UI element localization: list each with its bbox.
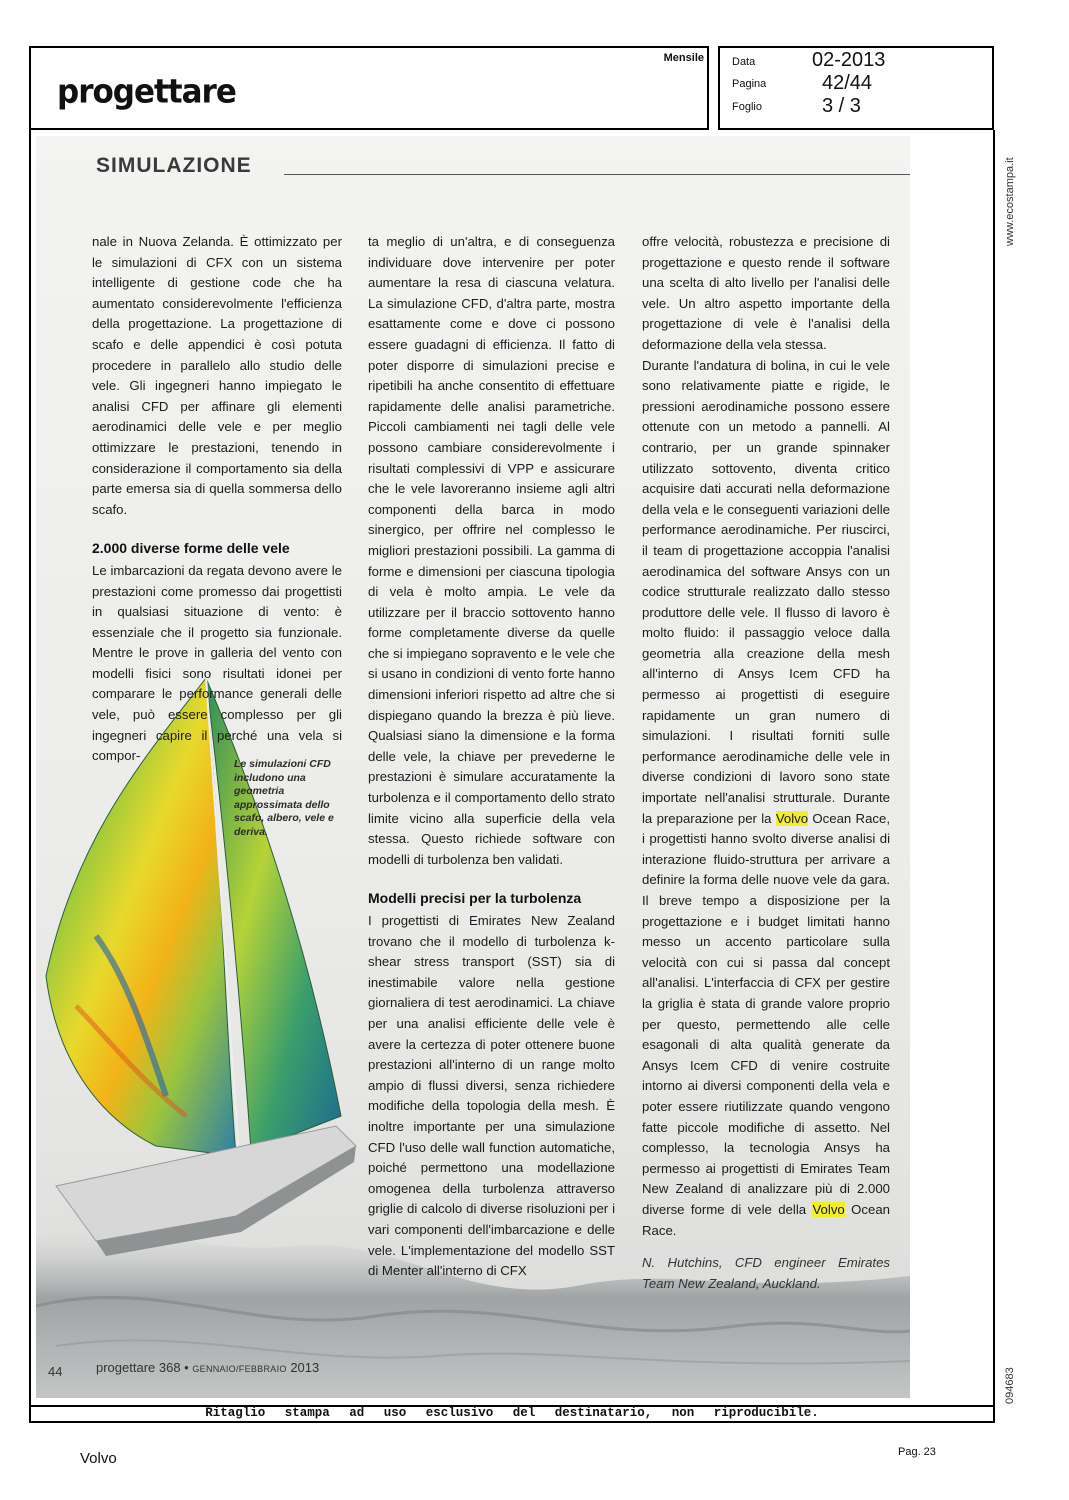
- issue-year: 2013: [290, 1360, 320, 1375]
- text-span: Durante l'andatura di bolina, in cui le vele sono relativamente piatte e rigide, le pressioni aerodinamiche possono essere ottenute con un metodo a pannelli. Al contrario, per un grande spinnaker utilizzato sottovento, diventa critico acquisire dati accurati nella deformazione della vela e le conseguenti variazioni delle performance aerodinamiche. Per riuscirci, il team di progettazione accoppia l'analisi aerodinamica del software Ansys con un codice strutturale realizzato dallo stesso produttore delle vele. Il flusso di lavoro è molto fluido: il passaggio veloce dalla geometria alla creazione della mesh all'interno di Ansys Icem CFD ha permesso ai progettisti di eseguire rapidamente un gran numero di simulazioni. I risultati forniti sulle performance aerodinamiche delle vele in diverse condizioni di lavoro sono state importate nell'analisi strutturale. Durante la preparazione per la: [642, 357, 890, 826]
- highlighted-keyword: Volvo: [812, 1201, 845, 1217]
- clipping-code-vertical: 094683: [1004, 1367, 1016, 1404]
- article-column-2: [368, 232, 615, 1282]
- article-column-1: [92, 232, 342, 767]
- website-vertical: www.ecostampa.it: [1004, 157, 1016, 246]
- paragraph: [642, 356, 890, 1242]
- disclaimer-text: Ritaglio stampa ad uso esclusivo del destinatario, non riproducibile.: [205, 1406, 819, 1420]
- paragraph: ta meglio di un'altra, e di conseguenza individuare dove intervenire per poter aumentare la resa di ciascuna velatura. La simulazione CFD, d'altra parte, mostra esattamente come e dove ci possono essere guadagni di efficienza. Il fatto di poter disporre di simulazioni precise e ripetibili ha anche consentito di effettuare rapidamente delle analisi parametriche. Piccoli cambiamenti nei tagli delle vele possono cambiare considerevolmente i risultati complessivi di VPP e assicurare che le vele lavoreranno insieme agli altri componenti della barca in modo sinergico, per offrire nel complesso le migliori prestazioni possibili. La gamma di forme e dimensioni per ciascuna tipologia di vela è molto ampia. Le vele da utilizzare per il braccio sottovento hanno forme completamente diverse da quelle che si impiegano sopravento e le vele che si usano in condizioni di vento forte hanno dimensioni inferiori rispetto ad altre che si dispiegano quando la brezza è più lieve. Qualsiasi siano la dimensione e la forma delle vele, la chiave per prevederne le prestazioni è simulare accuratamente la turbolenza e il comportamento dello strato limite vicino alla superficie della vela stessa. Questo richiede software con modelli di turbolenza ben validati.: [368, 234, 615, 867]
- section-rule: [284, 174, 910, 175]
- article-column-3: [642, 232, 890, 1294]
- figure-caption: Le simulazioni CFD includono una geometria approssimata dello scafo, albero, vele e deriva.: [234, 758, 334, 838]
- highlighted-keyword: Volvo: [775, 810, 809, 826]
- issue-month: GENNAIO/FEBBRAIO: [192, 1364, 287, 1374]
- frame-right-border: [993, 130, 995, 1422]
- text-span: Ocean Race, i progettisti hanno svolto diverse analisi di interazione fluido-struttura per arrivare a definire la forma delle nuove vele da gara. Il breve tempo a disposizione per la progettazione e i budget limitati hanno messo un accento particolare sulla velocità con cui si passa dal concept all'analisi. L'interfaccia di CFX per gestire la griglia è stata di grande valore proprio per questo, permettendo alle celle esagonali di alta qualità generate da Ansys Icem CFD di venire costruite intorno ai diversi componenti della vela e poter essere riutilizzate quando vengono fatte piccole modifiche di assetto. Nel complesso, la tecnologia Ansys ha permesso ai progettisti di Emirates Team New Zealand di analizzare più di 2.000 diverse forme di vele della: [642, 810, 891, 1217]
- magazine-issue: [96, 1360, 319, 1375]
- paragraph: offre velocità, robustezza e precisione di progettazione e questo rende il software una scelta di alto livello per l'analisi delle vele. Un altro aspetto importante della progettazione di vele è l'analisi della deformazione della vela stessa.: [642, 234, 890, 352]
- header-publication-box: [29, 46, 709, 130]
- publication-logo: progettare: [57, 73, 236, 111]
- keyword-label: Volvo: [80, 1450, 117, 1467]
- paragraph: nale in Nuova Zelanda. È ottimizzato per le simulazioni di CFX con un sistema intelligente di gestione code che ha aumentato considerevolmente l'efficienza della progettazione. La progettazione di scafo e delle appendici è così potuta procedere in parallelo allo studio delle vele. Gli ingegneri hanno impiegato le analisi CFD per affinare gli elementi aerodinamici delle vele e per meglio ottimizzare le prestazioni, tenendo in considerazione il comportamento sia della parte emersa sia di quella sommersa dello scafo.: [92, 234, 342, 517]
- magazine-page: [36, 136, 910, 1398]
- subheading: Modelli precisi per la turbolenza: [368, 890, 582, 907]
- subheading: 2.000 diverse forme delle vele: [92, 540, 290, 557]
- frequency-label: Mensile: [663, 52, 704, 64]
- section-title: SIMULAZIONE: [96, 154, 252, 177]
- sheet-label: Foglio: [732, 101, 762, 113]
- date-value: 02-2013: [812, 49, 886, 71]
- sheet-value: 3 / 3: [822, 95, 861, 117]
- pdf-page-number: Pag. 23: [898, 1446, 936, 1458]
- paragraph: I progettisti di Emirates New Zealand trovano che il modello di turbolenza k-shear stress transport (SST) sia di inestimabile valore nella gestione giornaliera di test aerodinamici. La chiave per una analisi efficiente delle vele è avere la certezza di poter ottenere buone prestazioni all'interno di un range molto ampio di flussi diversi, senza richiedere modifiche della topologia della mesh. È inoltre importante per una simulazione CFD l'uso delle wall function automatiche, poiché permettono una modellazione omogenea della turbolenza attraverso griglie di calcolo di diverse risoluzioni per i vari componenti dell'imbarcazione e delle vele. L'implementazione del modello SST di Menter all'interno di CFX: [368, 913, 615, 1279]
- page-value: 42/44: [822, 72, 873, 94]
- frame-left-border: [29, 130, 31, 1422]
- date-label: Data: [732, 56, 756, 68]
- text-span: Ocean Race.: [642, 1201, 890, 1238]
- author-signature: N. Hutchins, CFD engineer Emirates Team New Zealand, Auckland.: [642, 1255, 890, 1291]
- paragraph: Le imbarcazioni da regata devono avere le prestazioni come promesso dai progettisti in qualsiasi situazione di vento: è essenziale che il progetto sia funzionale. Mentre le prove in galleria del vento con modelli fisici sono risultati idonei per comparare le performance generali delle vele, può essere complesso per gli ingegneri capire il perché una vela si compor-: [92, 562, 342, 764]
- magazine-page-number: 44: [48, 1364, 63, 1379]
- issue-title: progettare 368 •: [96, 1360, 189, 1375]
- header-meta-box: [718, 46, 994, 130]
- page-label: Pagina: [732, 78, 767, 90]
